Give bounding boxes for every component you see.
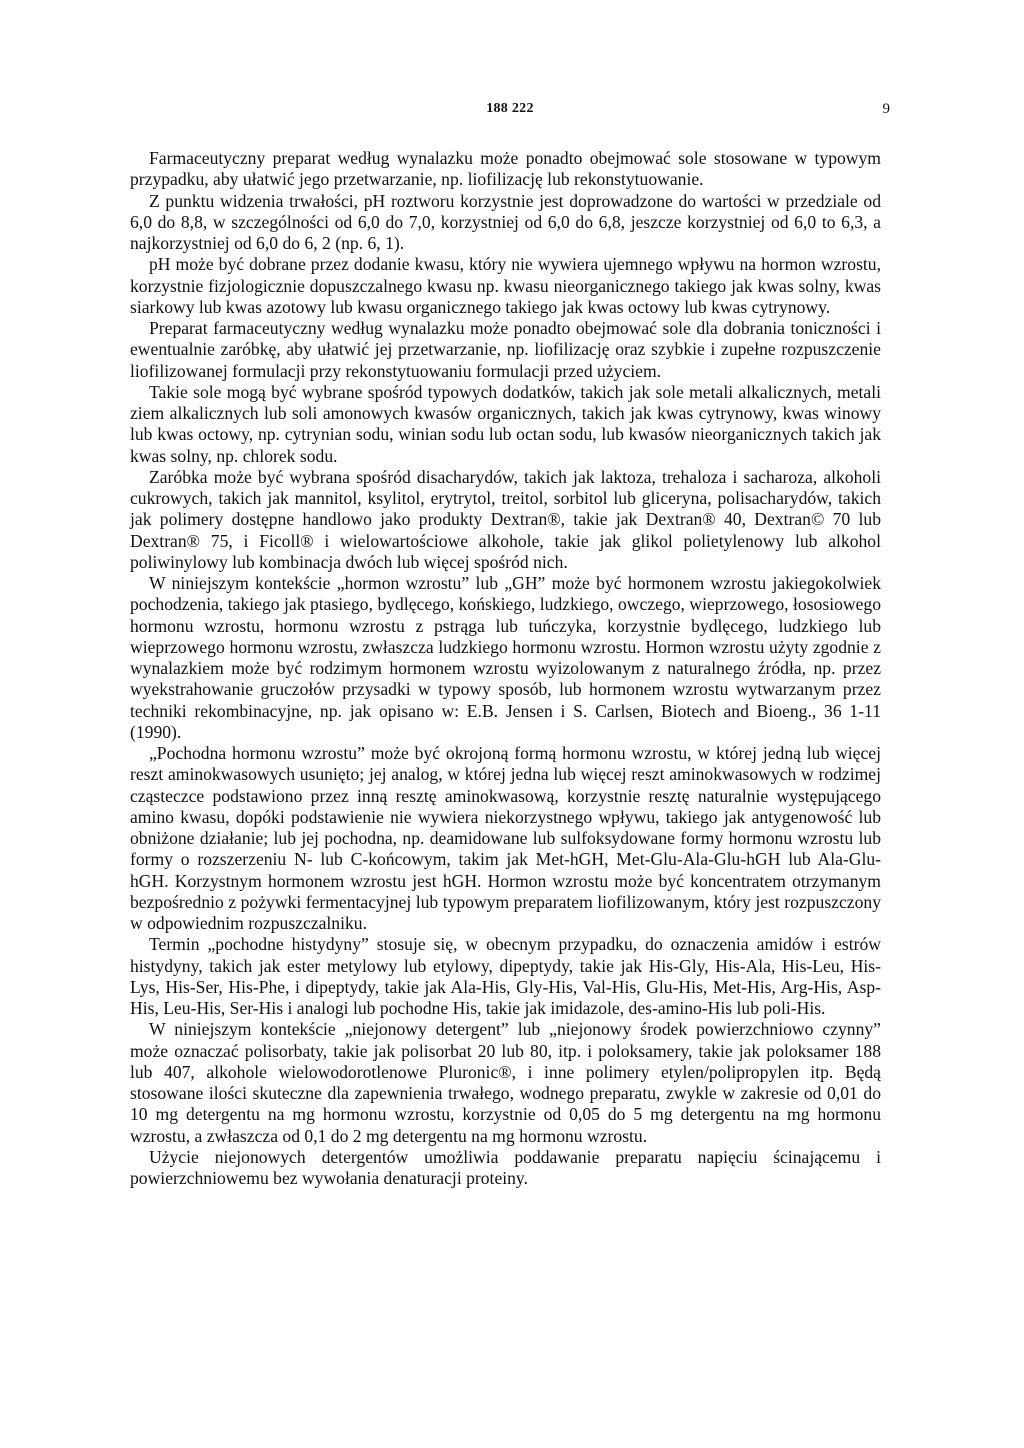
paragraph-tonicity-salts: Preparat farmaceutyczny według wynalazku może ponadto obejmować sole dla dobrania toniczności i ewentualnie zaróbkę, aby ułatwić jej przetwarzanie, np. liofilizację oraz szybkie i zupełne rozpuszczenie liofilizowanej formulacji przy rekonstytuowaniu formulacji przed użyciem. xyxy=(130,318,881,381)
paragraph-salts-processing: Farmaceutyczny preparat według wynalazku może ponadto obejmować sole stosowane w typowym przypadku, aby ułatwić jego przetwarzanie, np. liofilizację lub rekonstytuowanie. xyxy=(130,148,881,190)
paragraph-detergent-use: Użycie niejonowych detergentów umożliwia poddawanie preparatu napięciu ścinającemu i powierzchniowemu bez wywołania denaturacji proteiny. xyxy=(130,1146,881,1188)
paragraph-nonionic-detergent: W niniejszym kontekście „niejonowy detergent” lub „niejonowy środek powierzchniowo czynny” może oznaczać polisorbaty, takie jak polisorbat 20 lub 80, itp. i poloksamery, takie jak poloksamer 188 lub 407, alkohole wielowodorotlenowe Pluronic®, i inne polimery etylen/polipropylen itp. Będą stosowane ilości skuteczne dla zapewnienia trwałego, wodnego preparatu, zwykle w zakresie od 0,01 do 10 mg detergentu na mg hormonu wzrostu, korzystnie od 0,05 do 5 mg detergentu na mg hormonu wzrostu, a zwłaszcza od 0,1 do 2 mg detergentu na mg hormonu wzrostu. xyxy=(130,1019,881,1146)
page-number: 9 xyxy=(882,101,890,117)
page-header xyxy=(130,101,890,125)
paragraph-ph-acid: pH może być dobrane przez dodanie kwasu, który nie wywiera ujemnego wpływu na hormon wzrostu, korzystnie fizjologicznie dopuszczalnego kwasu np. kwasu nieorganicznego takiego jak kwas solny, kwas siarkowy lub kwas azotowy lub kwasu organicznego takiego jak kwas octowy lub kwas cytrynowy. xyxy=(130,254,881,317)
paragraph-ph-range: Z punktu widzenia trwałości, pH roztworu korzystnie jest doprowadzone do wartości w przedziale od 6,0 do 8,8, w szczególności od 6,0 do 7,0, korzystniej od 6,0 do 6,8, jeszcze korzystniej od 6,0 to 6,3, a najkorzystniej od 6,0 do 6, 2 (np. 6, 1). xyxy=(130,190,881,253)
paragraph-growth-hormone-derivative: „Pochodna hormonu wzrostu” może być okrojoną formą hormonu wzrostu, w której jedną lub więcej reszt aminokwasowych usunięto; jej analog, w której jedna lub więcej reszt aminokwasowych w rodzimej cząsteczce podstawiono przez inną resztę aminokwasową, korzystnie resztę naturalnie występującego amino kwasu, dopóki podstawienie nie wywiera niekorzystnego wpływu, takiego jak antygenowość lub obniżone działanie; lub jej pochodna, np. deamidowane lub sulfoksydowane formy hormonu wzrostu lub formy o rozszerzeniu N- lub C-końcowym, takim jak Met-hGH, Met-Glu-Ala-Glu-hGH lub Ala-Glu-hGH. Korzystnym hormonem wzrostu jest hGH. Hormon wzrostu może być koncentratem otrzymanym bezpośrednio z pożywki fermentacyjnej lub typowym preparatem liofilizowanym, który jest rozpuszczony w odpowiednim rozpuszczalniku. xyxy=(130,743,881,933)
body-text xyxy=(130,148,881,1189)
paragraph-excipient: Zaróbka może być wybrana spośród disacharydów, takich jak laktoza, trehaloza i sacharoza, alkoholi cukrowych, takich jak mannitol, ksylitol, erytrytol, treitol, sorbitol lub gliceryna, polisacharydów, takich jak polimery dostępne handlowo jako produkty Dextran®, takie jak Dextran® 40, Dextran© 70 lub Dextran® 75, i Ficoll® i wielowartościowe alkohole, takie jak glikol polietylenowy lub alkohol poliwinylowy lub kombinacja dwóch lub więcej spośród nich. xyxy=(130,466,881,572)
paragraph-growth-hormone: W niniejszym kontekście „hormon wzrostu” lub „GH” może być hormonem wzrostu jakiegokolwiek pochodzenia, takiego jak ptasiego, bydlęcego, końskiego, ludzkiego, owczego, wieprzowego, łososiowego hormonu wzrostu, hormonu wzrostu z pstrąga lub tuńczyka, korzystnie bydlęcego, ludzkiego lub wieprzowego hormonu wzrostu, zwłaszcza ludzkiego hormonu wzrostu. Hormon wzrostu użyty zgodnie z wynalazkiem może być rodzimym hormonem wzrostu wyizolowanym z naturalnego źródła, np. przez wyekstrahowanie gruczołów przysadki w typowy sposób, lub hormonem wzrostu wytwarzanym przez techniki rekombinacyjne, np. jak opisano w: E.B. Jensen i S. Carlsen, Biotech and Bioeng., 36 1-11 (1990). xyxy=(130,573,881,742)
paragraph-salt-examples: Takie sole mogą być wybrane spośród typowych dodatków, takich jak sole metali alkalicznych, metali ziem alkalicznych lub soli amonowych kwasów organicznych, takich jak kwas cytrynowy, kwas winowy lub kwas octowy, np. cytrynian sodu, winian sodu lub octan sodu, lub kwasów nieorganicznych takich jak kwas solny, np. chlorek sodu. xyxy=(130,381,881,466)
paragraph-histidine-derivatives: Termin „pochodne histydyny” stosuje się, w obecnym przypadku, do oznaczenia amidów i estrów histydyny, takich jak ester metylowy lub etylowy, dipeptydy, takie jak His-Gly, His-Ala, His-Leu, His-Lys, His-Ser, His-Phe, i dipeptydy, takie jak Ala-His, Gly-His, Val-His, Glu-His, Met-His, Arg-His, Asp-His, Leu-His, Ser-His i analogi lub pochodne His, takie jak imidazole, des-amino-His lub poli-His. xyxy=(130,934,881,1018)
document-number: 188 222 xyxy=(486,101,534,116)
